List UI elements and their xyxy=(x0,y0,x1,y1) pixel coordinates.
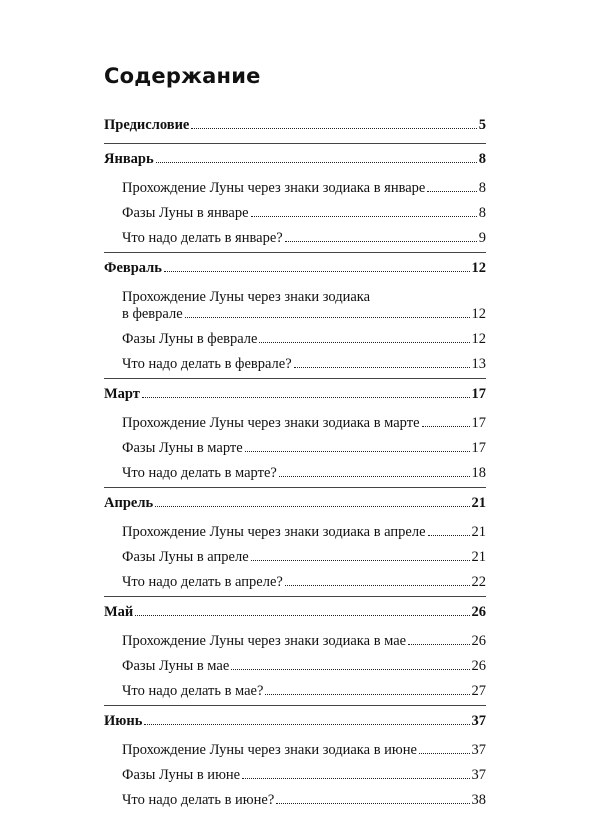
dot-leader xyxy=(428,534,470,536)
toc-chapter-heading[interactable] xyxy=(104,492,486,519)
toc-entry-label-line1: Прохождение Луны через знаки зодиака xyxy=(122,289,371,305)
toc-entry-line2 xyxy=(122,306,486,326)
dot-leader xyxy=(142,396,470,398)
toc-entry-label: Прохождение Луны через знаки зодиака в марте xyxy=(122,415,420,431)
toc-page-number: 26 xyxy=(471,633,486,649)
toc-subentry[interactable] xyxy=(104,653,486,678)
toc-page-number: 18 xyxy=(471,465,486,481)
toc-entry-label: Что надо делать в феврале? xyxy=(122,356,292,372)
toc-entry-label: Прохождение Луны через знаки зодиака в январе xyxy=(122,180,426,196)
toc-page-number: 13 xyxy=(471,356,486,372)
dot-leader xyxy=(276,802,469,804)
toc-entry-label: Фазы Луны в мае xyxy=(122,658,230,674)
section-divider xyxy=(104,252,486,253)
toc-entry-label: Что надо делать в мае? xyxy=(122,683,264,699)
toc-entry-label: Что надо делать в марте? xyxy=(122,465,277,481)
toc-subentry[interactable] xyxy=(104,175,486,200)
toc-entry-label: Апрель xyxy=(104,495,154,511)
toc-chapter-april xyxy=(104,492,486,594)
toc-subentry[interactable] xyxy=(104,351,486,376)
section-divider xyxy=(104,596,486,597)
toc-chapter-heading[interactable] xyxy=(104,601,486,628)
toc-subentry[interactable] xyxy=(104,678,486,703)
toc-page-number: 17 xyxy=(471,415,486,431)
dot-leader xyxy=(408,643,469,645)
section-divider xyxy=(104,378,486,379)
toc-subentry[interactable] xyxy=(104,200,486,225)
toc-page-number: 37 xyxy=(471,713,486,729)
toc-page-number: 17 xyxy=(471,440,486,456)
dot-leader xyxy=(251,215,477,217)
toc-entry-label: Что надо делать в июне? xyxy=(122,792,275,808)
dot-leader xyxy=(245,450,470,452)
toc-page-number: 12 xyxy=(471,331,486,347)
dot-leader xyxy=(155,505,469,507)
toc-chapter-march xyxy=(104,383,486,485)
toc-entry-label: Прохождение Луны через знаки зодиака в июне xyxy=(122,742,417,758)
toc-entry-label: Фазы Луны в январе xyxy=(122,205,249,221)
toc-subentry[interactable] xyxy=(104,410,486,435)
toc-entry-label: Февраль xyxy=(104,260,162,276)
toc-page-number: 12 xyxy=(471,260,486,276)
toc-page-number: 8 xyxy=(478,151,486,167)
toc-subentry[interactable] xyxy=(104,225,486,250)
dot-leader xyxy=(265,693,469,695)
toc-subentry[interactable] xyxy=(104,628,486,653)
section-divider xyxy=(104,705,486,706)
toc-chapter-heading[interactable] xyxy=(104,710,486,737)
toc-page-number: 37 xyxy=(471,767,486,783)
toc-chapter-june xyxy=(104,710,486,812)
table-of-contents xyxy=(104,114,486,814)
toc-entry-label: Май xyxy=(104,604,134,620)
toc-subentry[interactable] xyxy=(104,737,486,762)
dot-leader xyxy=(135,614,469,616)
toc-page-number: 5 xyxy=(478,117,486,133)
dot-leader xyxy=(422,425,470,427)
dot-leader xyxy=(156,161,477,163)
toc-chapter-february xyxy=(104,257,486,376)
toc-subentry-wrapped[interactable] xyxy=(104,284,486,326)
dot-leader xyxy=(427,190,476,192)
dot-leader xyxy=(242,777,469,779)
dot-leader xyxy=(144,723,469,725)
toc-subentry[interactable] xyxy=(104,519,486,544)
toc-entry-label: Январь xyxy=(104,151,154,167)
dot-leader xyxy=(279,475,470,477)
dot-leader xyxy=(251,559,470,561)
toc-page-number: 27 xyxy=(471,683,486,699)
dot-leader xyxy=(285,240,477,242)
toc-subentry[interactable] xyxy=(104,569,486,594)
page-title: Содержание xyxy=(104,64,261,88)
toc-entry-label: Что надо делать в январе? xyxy=(122,230,283,246)
toc-entry-label: Фазы Луны в марте xyxy=(122,440,243,456)
toc-entry-label: Фазы Луны в феврале xyxy=(122,331,258,347)
toc-page-number: 8 xyxy=(478,180,486,196)
toc-page-number: 21 xyxy=(471,495,486,511)
toc-entry-label: Март xyxy=(104,386,140,402)
toc-entry-label: Июнь xyxy=(104,713,143,729)
toc-page-number: 9 xyxy=(478,230,486,246)
toc-subentry[interactable] xyxy=(104,460,486,485)
dot-leader xyxy=(419,752,470,754)
toc-entry-label: Прохождение Луны через знаки зодиака в мае xyxy=(122,633,407,649)
toc-page-number: 17 xyxy=(471,386,486,402)
toc-page-number: 22 xyxy=(471,574,486,590)
toc-page-number: 37 xyxy=(471,742,486,758)
dot-leader xyxy=(164,270,470,272)
dot-leader xyxy=(294,366,470,368)
toc-subentry[interactable] xyxy=(104,435,486,460)
toc-entry-label: Предисловие xyxy=(104,117,190,133)
toc-subentry[interactable] xyxy=(104,762,486,787)
toc-chapter-heading[interactable] xyxy=(104,383,486,410)
toc-page-number: 26 xyxy=(471,604,486,620)
toc-subentry[interactable] xyxy=(104,326,486,351)
toc-page-number: 26 xyxy=(471,658,486,674)
toc-chapter-may xyxy=(104,601,486,703)
dot-leader xyxy=(191,127,476,129)
dot-leader xyxy=(259,341,469,343)
toc-subentry[interactable] xyxy=(104,787,486,812)
toc-entry-label: Фазы Луны в апреле xyxy=(122,549,249,565)
toc-chapter-heading[interactable] xyxy=(104,257,486,284)
section-divider xyxy=(104,487,486,488)
toc-entry-label: Фазы Луны в июне xyxy=(122,767,241,783)
toc-entry-label-line2: в феврале xyxy=(122,306,183,322)
dot-leader xyxy=(285,584,470,586)
toc-subentry[interactable] xyxy=(104,544,486,569)
toc-chapter-heading[interactable] xyxy=(104,148,486,175)
section-divider xyxy=(104,143,486,144)
toc-page-number: 21 xyxy=(471,524,486,540)
dot-leader xyxy=(231,668,469,670)
toc-page-number: 38 xyxy=(471,792,486,808)
toc-entry-preface[interactable] xyxy=(104,114,486,141)
toc-chapter-january xyxy=(104,148,486,250)
dot-leader xyxy=(185,316,470,318)
toc-entry-label: Прохождение Луны через знаки зодиака в апреле xyxy=(122,524,426,540)
toc-page-number: 21 xyxy=(471,549,486,565)
toc-page-number: 12 xyxy=(471,306,486,322)
toc-page-number: 8 xyxy=(478,205,486,221)
toc-entry-label: Что надо делать в апреле? xyxy=(122,574,283,590)
